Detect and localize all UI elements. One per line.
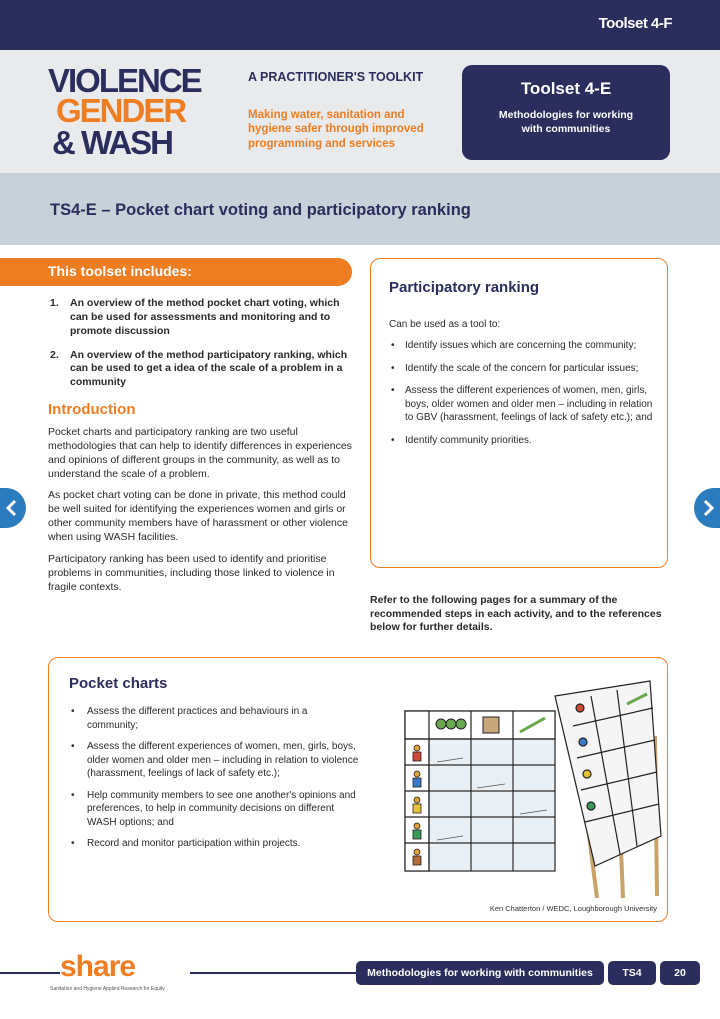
- chevron-right-icon: [694, 498, 720, 518]
- page-number: 20: [660, 961, 700, 985]
- list-item: [389, 384, 654, 425]
- list-item-text: Identify issues which are concerning the community;: [405, 340, 637, 351]
- participatory-ranking-box: [370, 258, 668, 568]
- bullet-icon: •: [71, 838, 75, 849]
- list-item-text: Assess the different experiences of women, men, girls, boys, older women and older men – including in relation to violence (harassment, feelings of lack of safety etc.);: [87, 741, 359, 779]
- violence-gender-wash-logo: [48, 64, 243, 164]
- includes-tab: [0, 258, 352, 286]
- intro-paragraph: Participatory ranking has been used to identify and prioritise problems in communities, including those linked to violence in fragile contexts.: [48, 552, 335, 593]
- intro-paragraph: Pocket charts and participatory ranking are two useful methodologies that can help to identify differences in experiences and opinions of different groups in the community, as well as to understand the scale of a problem.: [48, 425, 352, 480]
- item-number: 2.: [50, 348, 59, 361]
- list-item-text: Assess the different experiences of women, men, girls, boys, older women and older men – including in relation to GBV (harassment, feelings of lack of safety etc.); and: [405, 385, 653, 423]
- footer-rule-left: [0, 972, 60, 974]
- toolset-box-title: Toolset 4-E: [520, 79, 612, 98]
- bullet-icon: •: [391, 362, 395, 374]
- list-item: [389, 362, 654, 376]
- list-item-text: Identify the scale of the concern for particular issues;: [405, 362, 639, 374]
- bullet-icon: •: [71, 741, 75, 752]
- list-item: [69, 705, 359, 732]
- pocket-charts-box: [48, 657, 668, 922]
- includes-item: [48, 349, 353, 391]
- introduction-heading: Introduction: [48, 401, 136, 419]
- list-item: [69, 837, 359, 851]
- includes-item: [48, 297, 353, 339]
- participatory-ranking-title: Participatory ranking: [389, 279, 540, 296]
- bullet-icon: •: [71, 789, 75, 801]
- illustration-credit: Ken Chatterton / WEDC, Loughborough University: [489, 904, 657, 913]
- pocket-fills: [430, 740, 554, 870]
- bullet-icon: •: [71, 706, 75, 717]
- previous-page-button[interactable]: [0, 488, 26, 528]
- intro-paragraph: As pocket chart voting can be done in private, this method could be well suited for identifying the experiences women and girls or other community members have of harassment or other violence when using WASH facilities.: [48, 489, 348, 543]
- item-text: An overview of the method participatory ranking, which can be used to get a idea of the scale of a problem in a community: [70, 348, 348, 389]
- list-item: [389, 339, 654, 353]
- footer-rule: [190, 972, 360, 974]
- logo-line-gender: GENDER: [56, 92, 186, 129]
- logo-line-violence: VIOLENCE: [48, 62, 201, 99]
- share-logo-subtitle: Sanitation and Hygiene Applied Research for Equity: [50, 986, 165, 992]
- participatory-ranking-intro: Can be used as a tool to:: [389, 319, 501, 330]
- footer-toolset-code: TS4: [608, 961, 656, 985]
- tagline: Making water, sanitation and hygiene safer through improved programming and services: [248, 109, 424, 150]
- list-item-text: Help community members to see one another's opinions and preferences, to help in community decisions on different WASH options; and: [87, 789, 356, 828]
- item-number: 1.: [50, 297, 59, 309]
- share-logo-text: share: [60, 950, 136, 983]
- list-item-text: Record and monitor participation within projects.: [87, 838, 301, 849]
- page-title: TS4-E – Pocket chart voting and participatory ranking: [50, 201, 471, 219]
- left-column: [48, 297, 353, 602]
- toolset-box-subtitle: Methodologies for working with communities: [498, 109, 634, 135]
- next-page-button[interactable]: [694, 488, 720, 528]
- participatory-ranking-list: [389, 339, 654, 456]
- top-bar: [0, 0, 720, 50]
- toolset-box: [462, 65, 670, 160]
- list-item: [69, 789, 359, 830]
- title-bar: [0, 173, 720, 245]
- pocket-charts-list: [69, 705, 359, 859]
- bullet-icon: •: [391, 385, 395, 396]
- item-text: An overview of the method pocket chart voting, which can be used for assessments and monitoring and to promote discussion: [70, 297, 340, 337]
- pocket-charts-title: Pocket charts: [69, 675, 168, 692]
- bullet-icon: •: [391, 434, 395, 446]
- list-item: [69, 740, 359, 781]
- chevron-left-icon: [0, 498, 26, 518]
- includes-label: This toolset includes:: [48, 263, 192, 279]
- bullet-icon: •: [391, 340, 395, 351]
- toolset-label: Toolset 4-F: [598, 15, 672, 32]
- list-item-text: Identify community priorities.: [405, 434, 532, 446]
- list-item: [389, 434, 654, 448]
- logo-line-wash: & WASH: [52, 124, 172, 161]
- easel-pocket-chart: [555, 681, 661, 898]
- practitioner-heading: A PRACTITIONER'S TOOLKIT: [248, 70, 424, 84]
- footer-section-label: Methodologies for working with communities: [356, 961, 604, 985]
- refer-text: Refer to the following pages for a summary of the recommended steps in each activity, and to the references below for further details.: [370, 594, 662, 634]
- list-item-text: Assess the different practices and behaviours in a community;: [87, 706, 308, 731]
- pocket-chart-illustration: [365, 666, 665, 901]
